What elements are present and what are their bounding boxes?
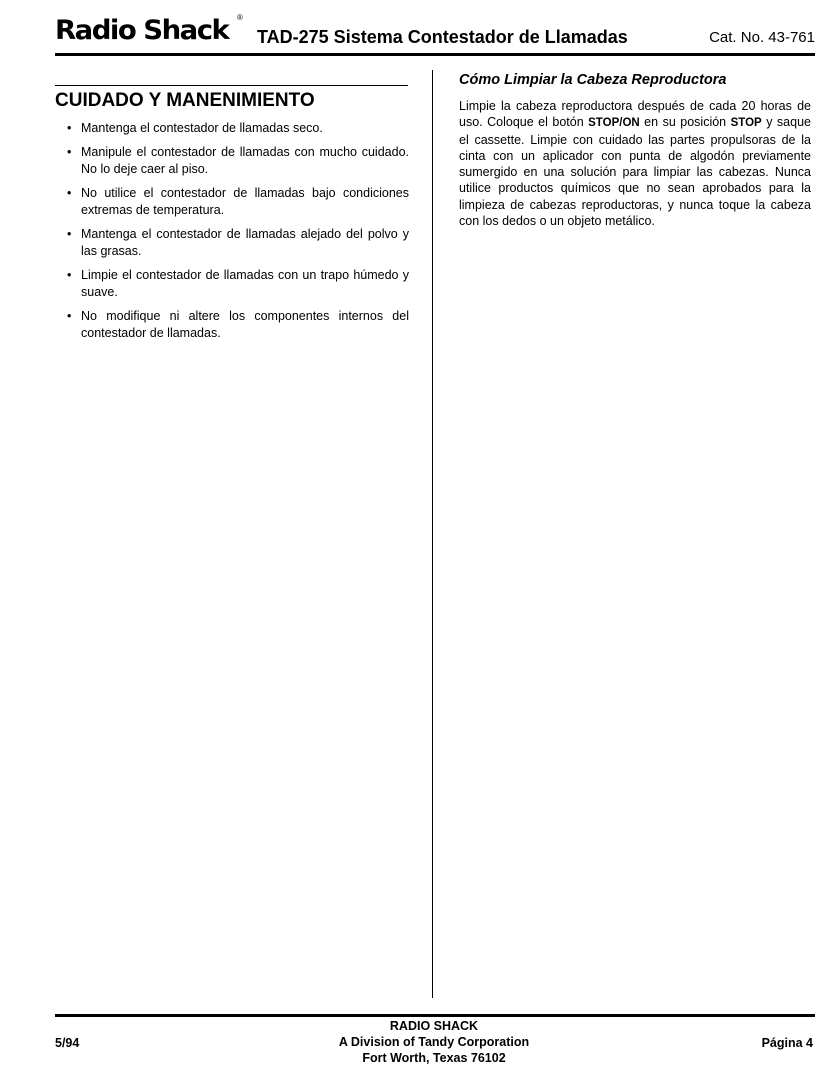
bullet-icon: • xyxy=(67,268,72,282)
stop-on-button-label: STOP/ON xyxy=(588,117,640,130)
stop-button-label: STOP xyxy=(730,117,762,130)
header-rule xyxy=(55,53,815,56)
page-header xyxy=(55,14,815,48)
list-item xyxy=(67,267,409,301)
bullet-icon: • xyxy=(67,309,72,323)
head-cleaning-paragraph xyxy=(459,98,811,229)
bullet-icon: • xyxy=(67,186,72,200)
list-item-text: Manipule el contestador de llamadas con mucho cuidado. No lo deje caer al piso. xyxy=(81,145,409,176)
care-list xyxy=(67,120,409,349)
list-item xyxy=(67,185,409,219)
list-item xyxy=(67,120,409,137)
document-title: TAD-275 Sistema Contestador de Llamadas xyxy=(257,27,628,47)
list-item xyxy=(67,308,409,342)
column-divider xyxy=(432,70,433,998)
bullet-icon: • xyxy=(67,121,72,135)
paragraph-text: y saque el cassette. Limpie con cuidado las partes propulsoras de la cinta con un aplicador con punta de algodón previamente sumergido en una solución para limpiar las cabezas. Nunca utilice productos químicos que no sean aprobados para la limpieza de cabezas reproductoras, y nunca toque la cabeza con los dedos o un objeto metálico. xyxy=(459,115,811,229)
paragraph-text: en su posición xyxy=(639,115,731,130)
list-item xyxy=(67,226,409,260)
footer-address: Fort Worth, Texas 76102 xyxy=(362,1051,506,1065)
catalog-number: Cat. No. 43-761 xyxy=(709,29,815,46)
footer-company: RADIO SHACK xyxy=(389,1019,479,1033)
registered-mark: ® xyxy=(237,13,243,22)
list-item-text: No modifique ni altere los componentes internos del contestador de llamadas. xyxy=(81,309,409,340)
footer-company-block xyxy=(300,1018,568,1066)
radio-shack-logo: Radio Shack xyxy=(55,15,229,46)
head-cleaning-heading: Cómo Limpiar la Cabeza Reproductora xyxy=(459,72,727,88)
list-item-text: No utilice el contestador de llamadas bajo condiciones extremas de temperatura. xyxy=(81,186,409,217)
footer-date: 5/94 xyxy=(55,1036,80,1050)
page-number: Página 4 xyxy=(761,1036,813,1050)
list-item-text: Mantenga el contestador de llamadas alejado del polvo y las grasas. xyxy=(81,227,409,258)
footer-rule xyxy=(55,1014,815,1017)
list-item xyxy=(67,144,409,178)
paragraph-text: Limpie la cabeza reproductora después de cada 20 horas de uso. Coloque el botón xyxy=(459,99,811,130)
care-section-heading: CUIDADO Y MANENIMIENTO xyxy=(55,90,315,111)
bullet-icon: • xyxy=(67,145,72,159)
footer-division: A Division of Tandy Corporation xyxy=(338,1035,530,1049)
list-item-text: Mantenga el contestador de llamadas seco. xyxy=(81,121,323,135)
bullet-icon: • xyxy=(67,227,72,241)
section-rule xyxy=(55,85,408,86)
list-item-text: Limpie el contestador de llamadas con un trapo húmedo y suave. xyxy=(81,268,409,299)
